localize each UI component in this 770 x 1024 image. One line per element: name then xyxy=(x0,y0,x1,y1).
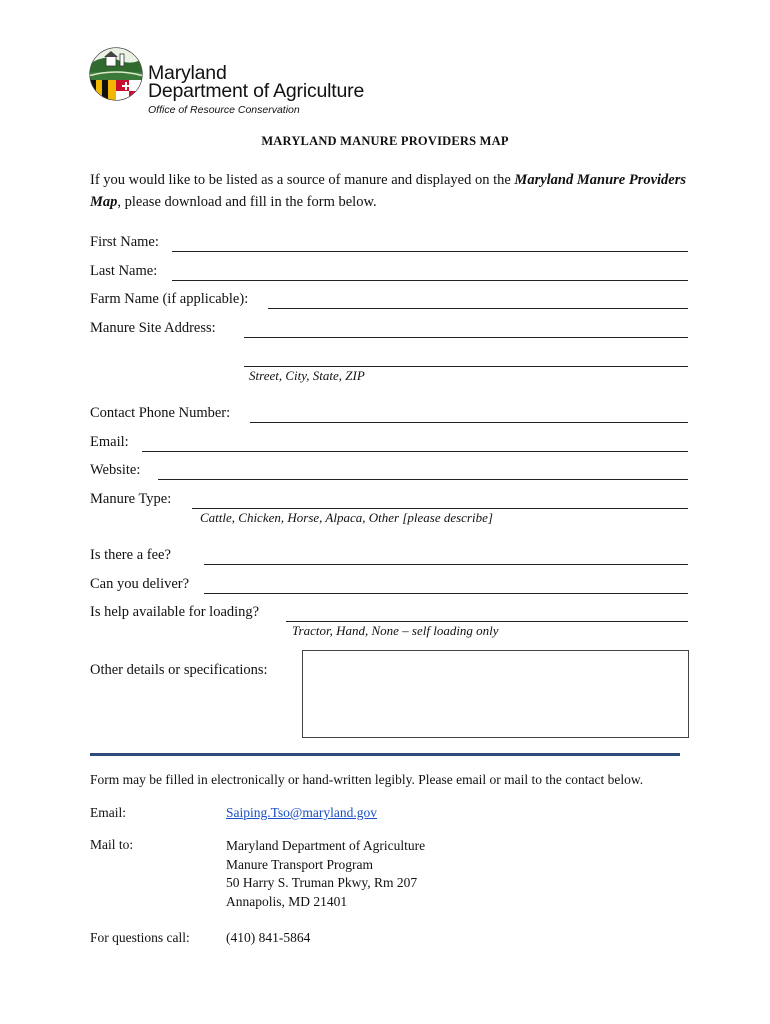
email-field[interactable] xyxy=(142,451,688,452)
manure-type-hint: Cattle, Chicken, Horse, Alpaca, Other [please describe] xyxy=(200,510,493,525)
loading-hint: Tractor, Hand, None – self loading only xyxy=(292,623,499,638)
website-label: Website: xyxy=(90,462,141,478)
mail-line: Manure Transport Program xyxy=(226,856,373,872)
other-details-textarea[interactable] xyxy=(302,650,689,738)
phone-label: Contact Phone Number: xyxy=(90,405,231,421)
farm-name-field[interactable] xyxy=(268,308,688,309)
mail-line: Maryland Department of Agriculture xyxy=(226,838,426,853)
page-title: MARYLAND MANURE PROVIDERS MAP xyxy=(261,134,509,148)
loading-label: Is help available for loading? xyxy=(90,604,260,620)
intro-text-1: If you would like to be listed as a source of manure and displayed on the xyxy=(90,172,515,188)
site-address-label: Manure Site Address: xyxy=(90,320,216,336)
questions-label: For questions call: xyxy=(90,930,190,945)
intro-paragraph xyxy=(90,169,690,213)
first-name-field[interactable] xyxy=(172,251,688,252)
loading-field[interactable] xyxy=(286,621,688,622)
intro-map-name: Maryland Manure Providers Map xyxy=(90,172,687,210)
mailing-address xyxy=(226,837,425,911)
intro-text-2: , please download and fill in the form below. xyxy=(117,194,377,210)
submission-note: Form may be filled in electronically or hand-written legibly. Please email or mail to the contact below. xyxy=(90,772,644,787)
farm-name-label: Farm Name (if applicable): xyxy=(90,291,249,307)
mail-to-label: Mail to: xyxy=(90,837,134,852)
org-name-line2: Department of Agriculture xyxy=(148,80,365,102)
fee-field[interactable] xyxy=(204,564,688,565)
deliver-field[interactable] xyxy=(204,593,688,594)
last-name-label: Last Name: xyxy=(90,263,158,279)
address-hint: Street, City, State, ZIP xyxy=(249,368,365,383)
mda-logo xyxy=(88,44,378,124)
site-address-field-1[interactable] xyxy=(244,337,688,338)
questions-phone: (410) 841-5864 xyxy=(226,930,311,945)
other-details-label: Other details or specifications: xyxy=(90,662,268,678)
first-name-label: First Name: xyxy=(90,234,159,250)
contact-email-label: Email: xyxy=(90,805,126,820)
mda-seal-icon xyxy=(88,46,144,102)
office-name: Office of Resource Conservation xyxy=(148,104,300,116)
contact-email-link[interactable]: Saiping.Tso@maryland.gov xyxy=(226,805,377,820)
fee-label: Is there a fee? xyxy=(90,547,171,563)
mail-line: Annapolis, MD 21401 xyxy=(226,893,348,909)
mail-line: 50 Harry S. Truman Pkwy, Rm 207 xyxy=(226,875,418,890)
website-field[interactable] xyxy=(158,479,688,480)
site-address-field-2[interactable] xyxy=(244,366,688,367)
manure-type-field[interactable] xyxy=(192,508,688,509)
deliver-label: Can you deliver? xyxy=(90,576,190,592)
last-name-field[interactable] xyxy=(172,280,688,281)
email-label: Email: xyxy=(90,434,129,450)
section-divider xyxy=(90,753,680,756)
org-name-line1: Maryland xyxy=(148,62,227,84)
phone-field[interactable] xyxy=(250,422,688,423)
manure-type-label: Manure Type: xyxy=(90,491,172,507)
